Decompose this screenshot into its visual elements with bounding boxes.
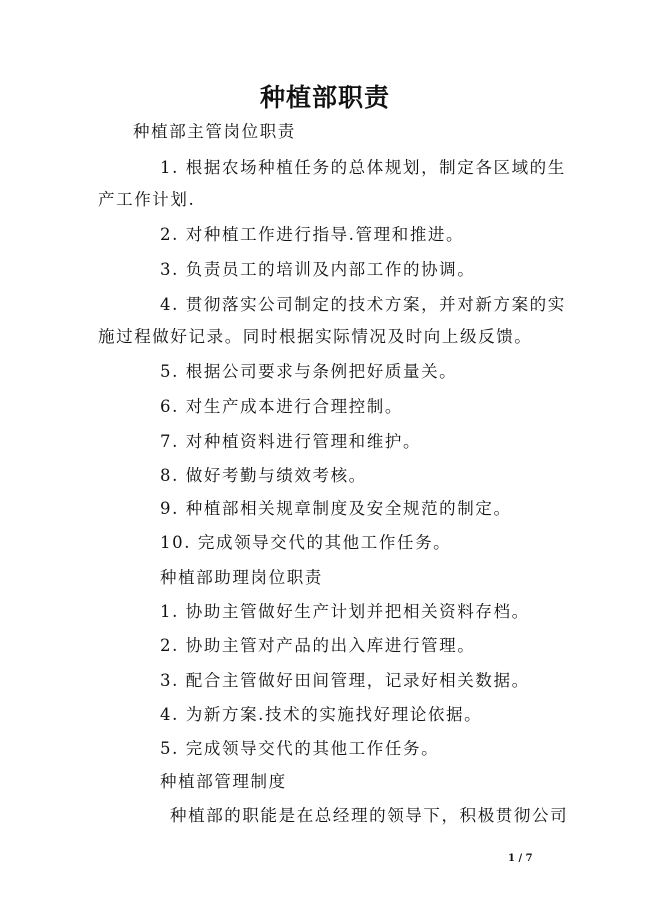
paragraph-line: 8. 做好考勤与绩效考核。 — [160, 466, 367, 485]
paragraph-line: 3. 配合主管做好田间管理，记录好相关数据。 — [160, 671, 530, 690]
paragraph-line: 施过程做好记录。同时根据实际情况及时向上级反馈。 — [98, 327, 533, 346]
paragraph-line: 7. 对种植资料进行管理和维护。 — [160, 432, 422, 451]
section-heading-management: 种植部管理制度 — [160, 772, 287, 791]
document-title: 种植部职责 — [259, 83, 390, 112]
paragraph-line: 10. 完成领导交代的其他工作任务。 — [160, 533, 452, 552]
paragraph-line: 2. 对种植工作进行指导.管理和推进。 — [160, 225, 465, 244]
paragraph-line: 1. 根据农场种植任务的总体规划，制定各区域的生 — [160, 158, 566, 177]
paragraph-line: 5. 根据公司要求与条例把好质量关。 — [160, 362, 458, 381]
paragraph-line: 2. 协助主管对产品的出入库进行管理。 — [160, 636, 476, 655]
paragraph-line: 4. 贯彻落实公司制定的技术方案，并对新方案的实 — [160, 295, 566, 314]
paragraph-line: 1. 协助主管做好生产计划并把相关资料存档。 — [160, 602, 530, 621]
paragraph-line: 6. 对生产成本进行合理控制。 — [160, 397, 403, 416]
paragraph-line: 3. 负责员工的培训及内部工作的协调。 — [160, 260, 476, 279]
paragraph-line: 4. 为新方案.技术的实施找好理论依据。 — [160, 705, 483, 724]
paragraph-line: 产工作计划. — [98, 190, 196, 209]
paragraph-line: 种植部的职能是在总经理的领导下，积极贯彻公司 — [170, 806, 569, 825]
section-heading-assistant: 种植部助理岗位职责 — [160, 568, 323, 587]
section-heading-supervisor: 种植部主管岗位职责 — [133, 122, 296, 141]
paragraph-line: 9. 种植部相关规章制度及安全规范的制定。 — [160, 499, 512, 518]
paragraph-line: 5. 完成领导交代的其他工作任务。 — [160, 739, 440, 758]
page-number: 1 / 7 — [508, 853, 533, 864]
